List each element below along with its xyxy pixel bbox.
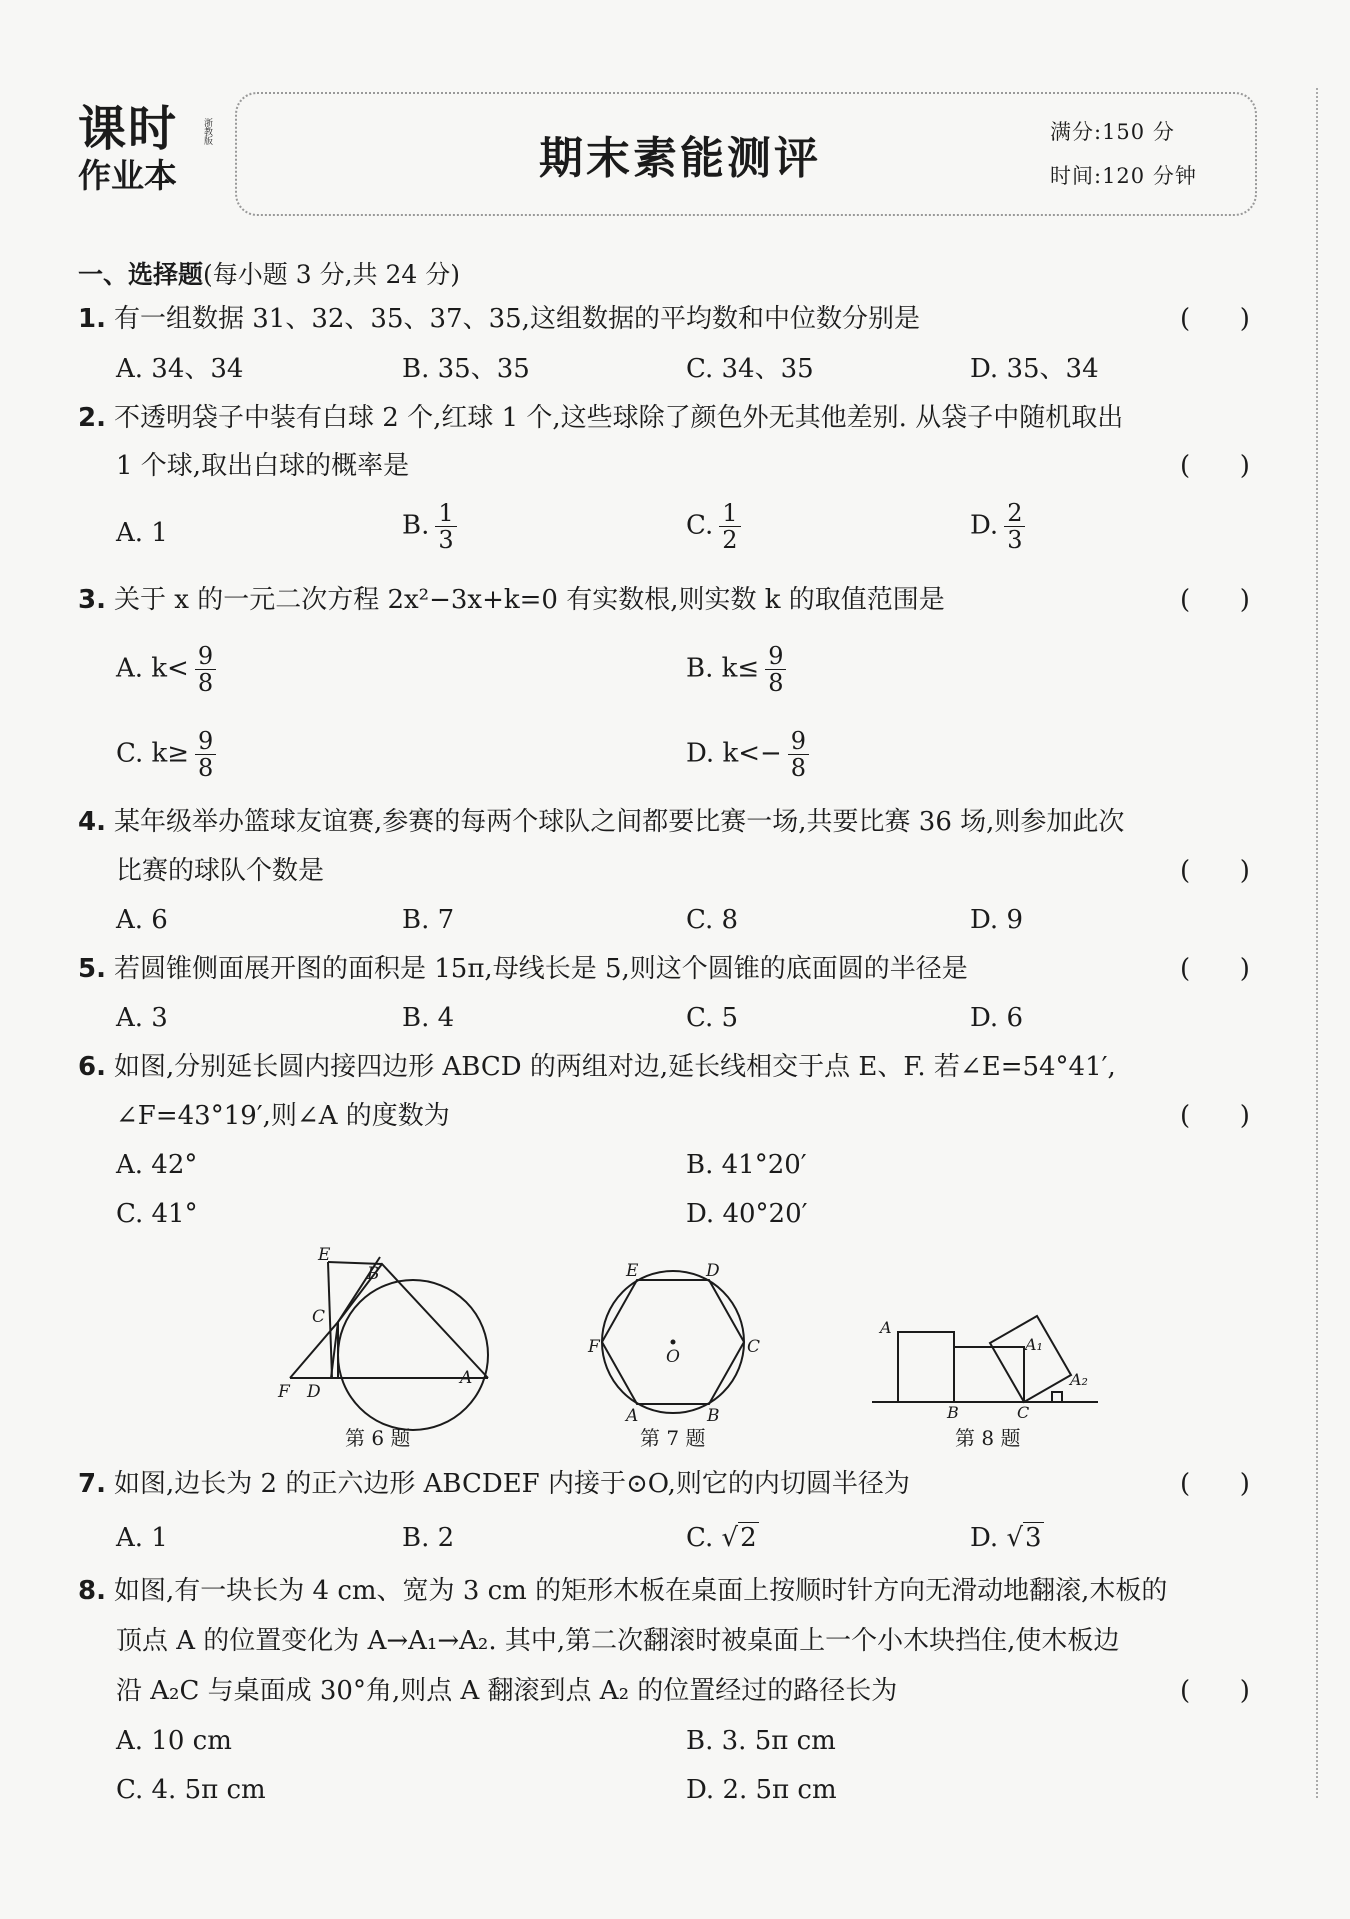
option-a: A. k< $\frac{9}{8}$ bbox=[116, 643, 216, 696]
caption-figure-6: 第 6 题 bbox=[345, 1426, 411, 1450]
option-d: D. 40°20′ bbox=[686, 1199, 808, 1229]
label-f: F bbox=[278, 1382, 290, 1402]
option-c: C. 4. 5π cm bbox=[116, 1775, 266, 1805]
right-margin-line bbox=[1316, 88, 1318, 1798]
question-text: 如图,边长为 2 的正六边形 ABCDEF 内接于⊙O,则它的内切圆半径为 bbox=[114, 1469, 910, 1499]
question-text-cont: 1 个球,取出白球的概率是 bbox=[116, 451, 410, 481]
question-text-cont: ∠F=43°19′,则∠A 的度数为 bbox=[116, 1101, 450, 1131]
figure-7 bbox=[588, 1261, 770, 1426]
option-c: C. $\frac{1}{2}$ bbox=[686, 500, 741, 553]
label-c: C bbox=[747, 1337, 761, 1357]
label-c: C bbox=[1017, 1403, 1030, 1422]
label-d: D bbox=[706, 1261, 720, 1281]
question-text-cont: 顶点 A 的位置变化为 A→A₁→A₂. 其中,第二次翻滚时被桌面上一个小木块挡住,使木板边 bbox=[116, 1626, 1120, 1656]
question-text: 如图,分别延长圆内接四边形 ABCD 的两组对边,延长线相交于点 E、F. 若∠E=54°41′, bbox=[114, 1052, 1116, 1082]
section-note: (每小题 3 分,共 24 分) bbox=[203, 260, 460, 289]
question-8 bbox=[78, 1575, 1167, 1607]
answer-bracket: ( ) bbox=[1180, 585, 1250, 615]
question-number: 1. bbox=[78, 304, 106, 334]
option-c: C. √2 bbox=[686, 1523, 757, 1553]
label-a1: A₁ bbox=[1025, 1335, 1043, 1354]
logo-line2: 作业本 bbox=[78, 156, 177, 195]
option-d: D. 35、34 bbox=[970, 354, 1099, 384]
question-number: 7. bbox=[78, 1469, 106, 1499]
option-b: B. 4 bbox=[402, 1003, 455, 1033]
option-a: A. 34、34 bbox=[116, 354, 244, 384]
question-3 bbox=[78, 584, 945, 616]
question-number: 4. bbox=[78, 807, 106, 837]
option-d: D. √3 bbox=[970, 1523, 1042, 1553]
question-number: 8. bbox=[78, 1576, 106, 1606]
option-a: A. 1 bbox=[116, 518, 168, 548]
exam-time: 时间:120 分钟 bbox=[1050, 164, 1197, 188]
option-c: C. 34、35 bbox=[686, 354, 814, 384]
answer-bracket: ( ) bbox=[1180, 1676, 1250, 1706]
question-number: 2. bbox=[78, 403, 106, 433]
answer-bracket: ( ) bbox=[1180, 1101, 1250, 1131]
option-b: B. 41°20′ bbox=[686, 1150, 807, 1180]
option-c: C. k≥ $\frac{9}{8}$ bbox=[116, 728, 216, 781]
option-c: C. 5 bbox=[686, 1003, 739, 1033]
option-a: A. 3 bbox=[116, 1003, 168, 1033]
answer-bracket: ( ) bbox=[1180, 954, 1250, 984]
option-b: B. 7 bbox=[402, 905, 455, 935]
option-b: B. k≤ $\frac{9}{8}$ bbox=[686, 643, 786, 696]
figure-6 bbox=[270, 1240, 490, 1450]
question-number: 5. bbox=[78, 954, 106, 984]
label-b: B bbox=[947, 1403, 959, 1422]
question-number: 6. bbox=[78, 1052, 106, 1082]
label-o: O bbox=[666, 1347, 680, 1367]
label-a: A bbox=[880, 1318, 892, 1337]
question-6 bbox=[78, 1051, 1116, 1083]
label-a: A bbox=[626, 1406, 639, 1426]
option-d: D. k<− $\frac{9}{8}$ bbox=[686, 728, 809, 781]
question-number: 3. bbox=[78, 585, 106, 615]
figure-8 bbox=[870, 1300, 1100, 1420]
question-text-cont: 沿 A₂C 与桌面成 30°角,则点 A 翻滚到点 A₂ 的位置经过的路径长为 bbox=[116, 1676, 898, 1706]
option-a: A. 10 cm bbox=[116, 1726, 232, 1756]
full-score: 满分:150 分 bbox=[1050, 120, 1175, 144]
caption-figure-8: 第 8 题 bbox=[955, 1426, 1021, 1450]
question-text: 不透明袋子中装有白球 2 个,红球 1 个,这些球除了颜色外无其他差别. 从袋子中随机取出 bbox=[114, 403, 1124, 433]
option-a: A. 6 bbox=[116, 905, 168, 935]
question-4 bbox=[78, 806, 1124, 838]
answer-bracket: ( ) bbox=[1180, 304, 1250, 334]
option-b: B. 2 bbox=[402, 1523, 455, 1553]
label-e: E bbox=[626, 1261, 639, 1281]
label-a2: A₂ bbox=[1070, 1370, 1088, 1389]
section-heading bbox=[78, 255, 460, 291]
answer-bracket: ( ) bbox=[1180, 451, 1250, 481]
question-text: 如图,有一块长为 4 cm、宽为 3 cm 的矩形木板在桌面上按顺时针方向无滑动地翻滚,木板的 bbox=[114, 1576, 1168, 1606]
option-d: D. 2. 5π cm bbox=[686, 1775, 837, 1805]
label-f: F bbox=[588, 1337, 600, 1357]
option-d: D. 9 bbox=[970, 905, 1023, 935]
logo bbox=[78, 102, 213, 212]
label-d: D bbox=[307, 1382, 321, 1402]
question-text: 某年级举办篮球友谊赛,参赛的每两个球队之间都要比赛一场,共要比赛 36 场,则参加此次 bbox=[114, 807, 1125, 837]
label-b: B bbox=[367, 1264, 380, 1284]
section-title: 一、选择题 bbox=[78, 260, 204, 289]
logo-line1: 课时 bbox=[78, 101, 179, 157]
option-d: D. $\frac{2}{3}$ bbox=[970, 500, 1025, 553]
question-text: 有一组数据 31、32、35、37、35,这组数据的平均数和中位数分别是 bbox=[114, 304, 920, 334]
option-c: C. 8 bbox=[686, 905, 739, 935]
question-7 bbox=[78, 1468, 910, 1500]
label-e: E bbox=[318, 1245, 331, 1265]
option-b: B. $\frac{1}{3}$ bbox=[402, 500, 457, 553]
option-a: A. 1 bbox=[116, 1523, 168, 1553]
question-5 bbox=[78, 953, 968, 985]
question-2 bbox=[78, 402, 1123, 434]
option-c: C. 41° bbox=[116, 1199, 198, 1229]
option-b: B. 35、35 bbox=[402, 354, 530, 384]
page-title: 期末素能测评 bbox=[539, 133, 821, 184]
caption-figure-7: 第 7 题 bbox=[640, 1426, 706, 1450]
logo-vertical: 浙教版 bbox=[202, 118, 212, 145]
option-b: B. 3. 5π cm bbox=[686, 1726, 836, 1756]
label-a: A bbox=[460, 1368, 473, 1388]
answer-bracket: ( ) bbox=[1180, 1469, 1250, 1499]
label-c: C bbox=[312, 1307, 326, 1327]
answer-bracket: ( ) bbox=[1180, 856, 1250, 886]
question-text-cont: 比赛的球队个数是 bbox=[116, 856, 325, 886]
question-text: 关于 x 的一元二次方程 2x²−3x+k=0 有实数根,则实数 k 的取值范围是 bbox=[114, 585, 945, 615]
option-d: D. 6 bbox=[970, 1003, 1023, 1033]
option-a: A. 42° bbox=[116, 1150, 198, 1180]
question-1 bbox=[78, 303, 920, 335]
label-b: B bbox=[707, 1406, 720, 1426]
question-text: 若圆锥侧面展开图的面积是 15π,母线长是 5,则这个圆锥的底面圆的半径是 bbox=[114, 954, 968, 984]
